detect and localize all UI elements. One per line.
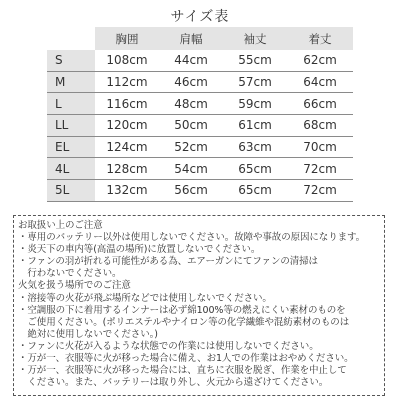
chest-value: 116cm (106, 96, 148, 111)
size-table-body (47, 50, 353, 201)
size-label: 5L (47, 180, 95, 202)
note-item: ・空調服の下に着用するインナーは必ず綿100%等の燃えにくい素材のものを (18, 304, 346, 316)
chest-value: 112cm (106, 75, 148, 90)
shoulder-value: 46cm (174, 75, 208, 90)
sleeve-value: 55cm (238, 53, 272, 68)
length-value: 64cm (303, 75, 337, 90)
note-item: ・万が一、衣服等に火が移った場合には、直ちに衣服を脱ぎ、作業を中止して (18, 365, 347, 377)
note-item-continued: 絶対に使用しないでください。) (18, 328, 158, 340)
length-value: 72cm (303, 161, 337, 176)
header-length: 着丈 (287, 27, 353, 50)
notes-heading-handling: お取扱い上のご注意 (18, 220, 103, 231)
size-label: EL (47, 136, 95, 158)
note-item: ・万が一、衣服等に火が移った場合に備え、お1人での作業はおやめください。 (18, 353, 354, 365)
shoulder-value: 52cm (174, 140, 208, 155)
chest-value: 120cm (106, 118, 148, 133)
table-row (47, 136, 353, 158)
shoulder-value: 48cm (174, 96, 208, 111)
note-item: ・溶接等の火花が飛ぶ場所などでは使用しないでください。 (18, 292, 272, 304)
size-label: S (47, 50, 95, 71)
shoulder-value: 54cm (174, 161, 208, 176)
size-label: LL (47, 115, 95, 137)
care-notes-box (13, 215, 385, 396)
note-item: ・ファンの羽が折れる可能性がある為、エアーガンにてファンの清掃は (18, 256, 318, 268)
chest-value: 108cm (106, 53, 148, 68)
header-sleeve: 袖丈 (223, 27, 287, 50)
sleeve-value: 65cm (238, 161, 272, 176)
note-item: ・専用のバッテリー以外は使用しないでください。故障や事故の原因になります。 (18, 232, 366, 244)
length-value: 70cm (303, 140, 337, 155)
length-value: 72cm (303, 183, 337, 198)
sleeve-value: 63cm (238, 140, 272, 155)
table-row (47, 180, 353, 202)
shoulder-value: 50cm (174, 118, 208, 133)
header-corner (47, 27, 95, 50)
sleeve-value: 57cm (238, 75, 272, 90)
shoulder-value: 56cm (174, 183, 208, 198)
table-row (47, 50, 353, 71)
header-shoulder: 肩幅 (159, 27, 223, 50)
size-label: L (47, 93, 95, 115)
shoulder-value: 44cm (174, 53, 208, 68)
length-value: 68cm (303, 118, 337, 133)
chest-value: 124cm (106, 140, 148, 155)
note-item-continued: ご使用ください。(ポリエステルやナイロン等の化学繊維や混紡素材のものは (18, 316, 350, 328)
note-item: ・ファンに火花が入るような状態での作業には使用しないでください。 (18, 340, 319, 352)
sleeve-value: 61cm (238, 118, 272, 133)
table-row (47, 93, 353, 115)
size-chart-title: サイズ表 (170, 9, 230, 25)
sleeve-value: 65cm (238, 183, 272, 198)
chest-value: 132cm (106, 183, 148, 198)
notes-heading-fire: 火気を扱う場所でのご注意 (18, 280, 131, 292)
header-chest: 胸囲 (95, 27, 159, 50)
size-label: 4L (47, 158, 95, 180)
note-item: ・炎天下の車内等(高温の場所)に放置しないでください。 (18, 244, 261, 256)
length-value: 62cm (303, 53, 337, 68)
header-row (47, 27, 353, 50)
chest-value: 128cm (106, 161, 148, 176)
size-table (47, 27, 353, 202)
table-row (47, 71, 353, 93)
table-row (47, 115, 353, 137)
length-value: 66cm (303, 96, 337, 111)
sleeve-value: 59cm (238, 96, 272, 111)
table-row (47, 158, 353, 180)
note-item-continued: 行わないでください。 (18, 268, 122, 280)
size-table-header (47, 27, 353, 50)
size-label: M (47, 71, 95, 93)
note-item-continued: ください。また、バッテリーは取り外し、火元から遠ざけてください。 (18, 377, 329, 389)
